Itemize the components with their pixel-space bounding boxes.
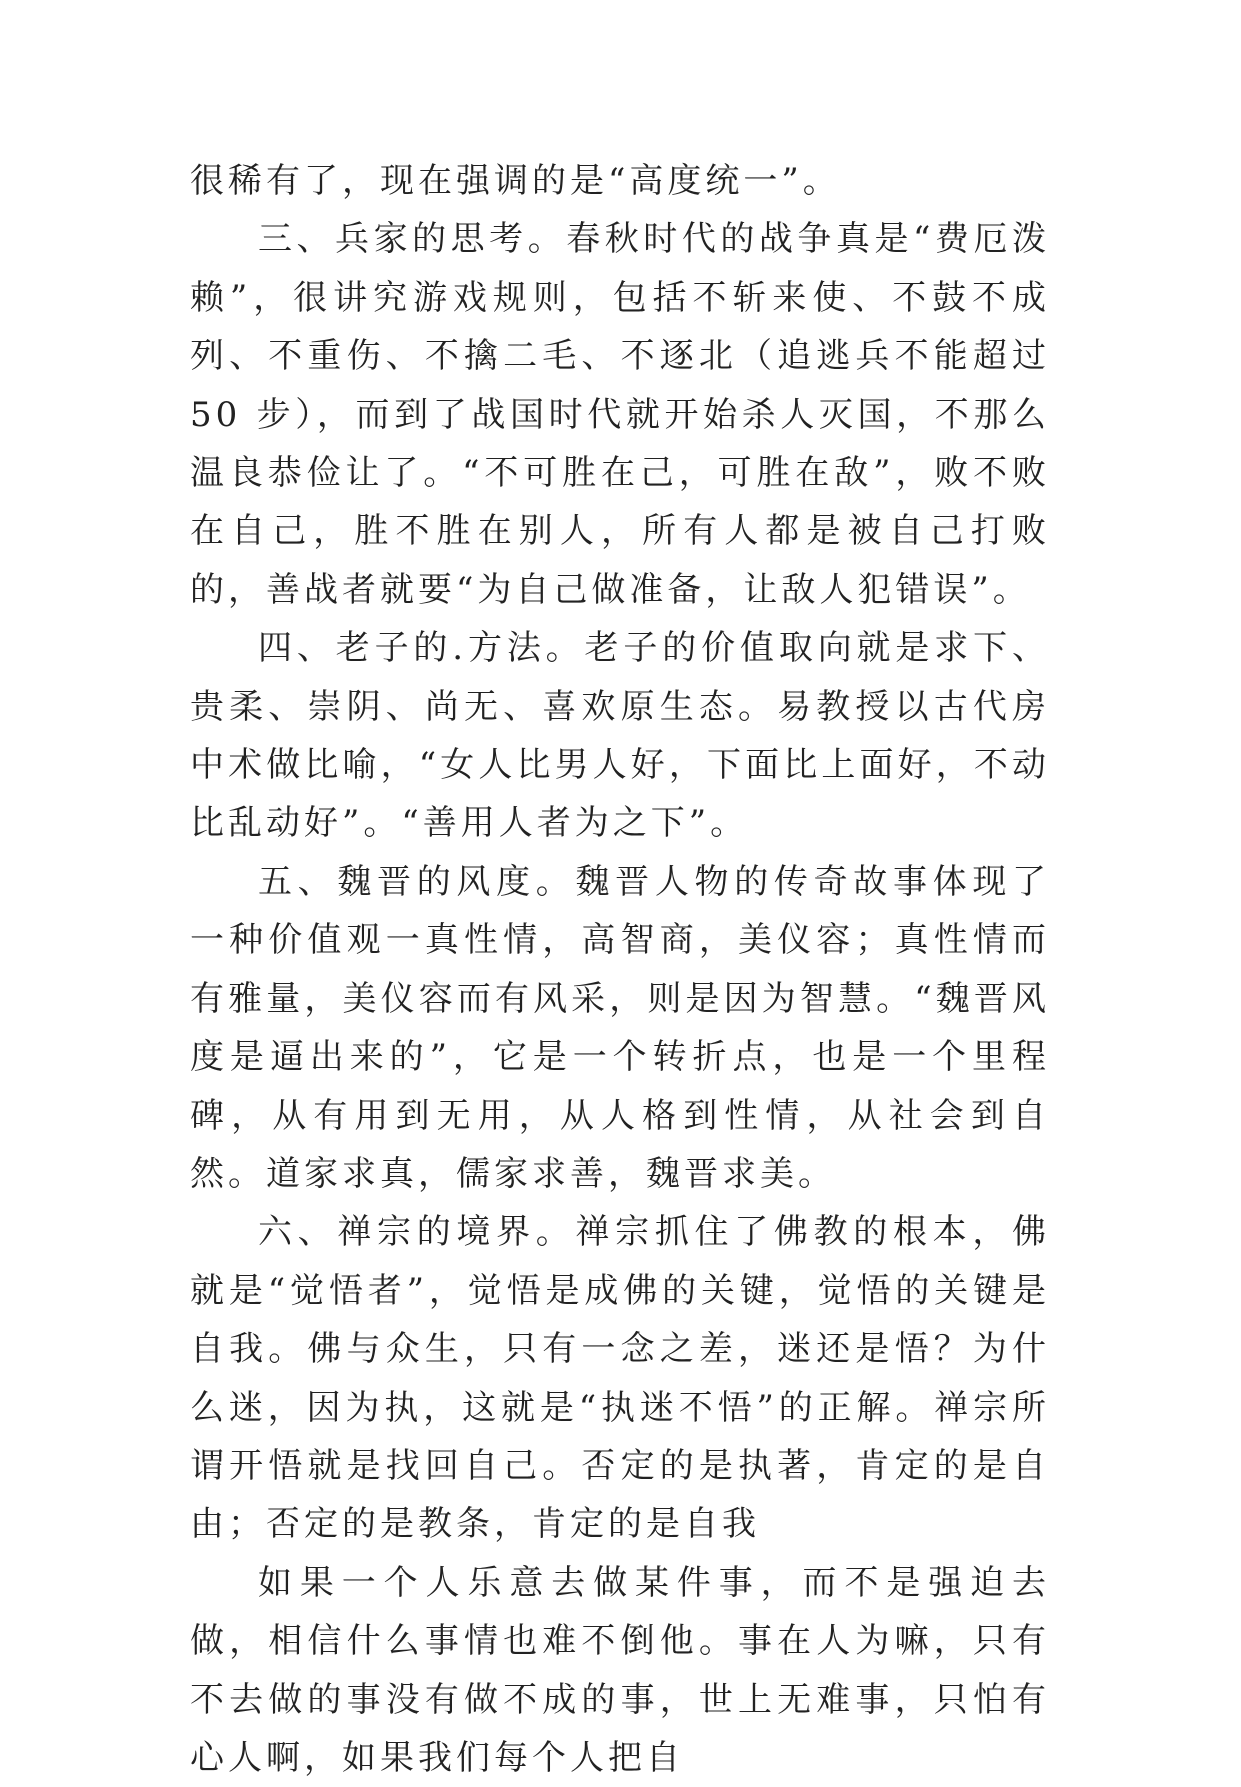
document-body: [190, 152, 1050, 1787]
paragraph-zen-realm: 六、禅宗的境界。禅宗抓住了佛教的根本，佛就是“觉悟者”，觉悟是成佛的关键，觉悟的关键是自我。佛与众生，只有一念之差，迷还是悟？为什么迷，因为执，这就是“执迷不悟”的正解。禅宗所谓开悟就是找回自己。否定的是执著，肯定的是自由；否定的是教条，肯定的是自我: [190, 1212, 1050, 1545]
paragraph-military-thinking: 三、兵家的思考。春秋时代的战争真是“费厄泼赖”，很讲究游戏规则，包括不斩来使、不鼓不成列、不重伤、不擒二毛、不逐北（追逃兵不能超过 50 步），而到了战国时代就开始杀人灭国，不那么温良恭俭让了。“不可胜在己，可胜在敌”，败不败在自己，胜不胜在别人，所有人都是被自己打败的，善战者就要“为自己做准备，让敌人犯错误”。: [190, 219, 1050, 610]
paragraph-wei-jin-demeanor: 五、魏晋的风度。魏晋人物的传奇故事体现了一种价值观一真性情，高智商，美仪容；真性情而有雅量，美仪容而有风采，则是因为智慧。“魏晋风度是逼出来的”，它是一个转折点，也是一个里程碑，从有用到无用，从人格到性情，从社会到自然。道家求真，儒家求善，魏晋求美。: [190, 861, 1050, 1194]
paragraph-continuation: 很稀有了，现在强调的是“高度统一”。: [190, 161, 841, 201]
paragraph-laozi-method: 四、老子的.方法。老子的价值取向就是求下、贵柔、崇阴、尚无、喜欢原生态。易教授以古代房中术做比喻，“女人比男人好，下面比上面好，不动比乱动好”。“善用人者为之下”。: [190, 628, 1050, 844]
paragraph-willingness: 如果一个人乐意去做某件事，而不是强迫去做，相信什么事情也难不倒他。事在人为嘛，只有不去做的事没有做不成的事，世上无难事，只怕有心人啊，如果我们每个人把自: [190, 1562, 1050, 1778]
